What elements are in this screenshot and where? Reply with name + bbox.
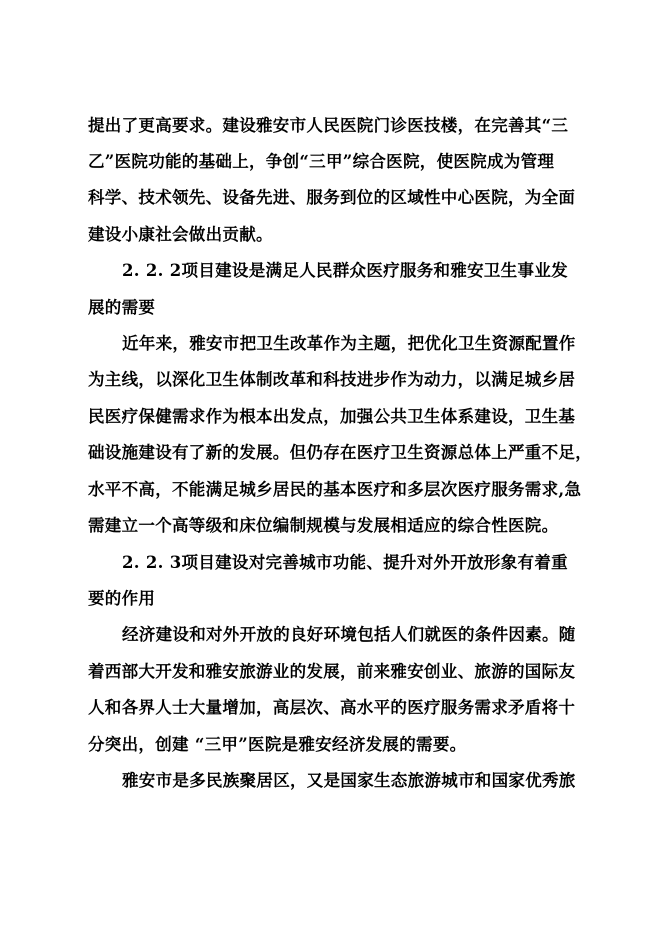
text-line: 为主线，以深化卫生体制改革和科技进步作为动力，以满足城乡居 (88, 370, 576, 389)
paragraph-start: 经济建设和对外开放的良好环境包括人们就医的条件因素。随 (122, 625, 576, 644)
text-line: 建设小康社会做出贡献。 (88, 225, 273, 244)
text-line: 科学、技术领先、设备先进、服务到位的区域性中心医院，为全面 (88, 188, 576, 207)
section-heading-2-2-2-cont: 展的需要 (88, 298, 156, 317)
section-heading-2-2-3-cont: 要的作用 (88, 589, 156, 608)
text-line: 分突出，创建 “三甲”医院是雅安经济发展的需要。 (88, 735, 467, 754)
text-line: 水平不高，不能满足城乡居民的基本医疗和多层次医疗服务需求,急 (88, 480, 582, 499)
paragraph-start: 雅安市是多民族聚居区，又是国家生态旅游城市和国家优秀旅 (122, 771, 576, 790)
text-line: 需建立一个高等级和床位编制规模与发展相适应的综合性医院。 (88, 516, 559, 535)
text-line: 人和各界人士大量增加，高层次、高水平的医疗服务需求矛盾将十 (88, 698, 576, 717)
section-heading-2-2-2: 2. 2. 2项目建设是满足人民群众医疗服务和雅安卫生事业发 (122, 261, 568, 280)
text-line: 民医疗保健需求作为根本出发点，加强公共卫生体系建设，卫生基 (88, 407, 576, 426)
text-line: 础设施建设有了新的发展。但仍存在医疗卫生资源总体上严重不足， (88, 443, 592, 462)
text-line: 提出了更高要求。建设雅安市人民医院门诊医技楼，在完善其“三 (88, 116, 569, 135)
section-heading-2-2-3: 2. 2. 3项目建设对完善城市功能、提升对外开放形象有着重 (122, 553, 568, 572)
text-line: 着西部大开发和雅安旅游业的发展，前来雅安创业、旅游的国际友 (88, 662, 576, 681)
text-line: 乙”医院功能的基础上，争创“三甲”综合医院，使医院成为管理 (88, 152, 555, 171)
paragraph-start: 近年来，雅安市把卫生改革作为主题，把优化卫生资源配置作 (122, 334, 576, 353)
